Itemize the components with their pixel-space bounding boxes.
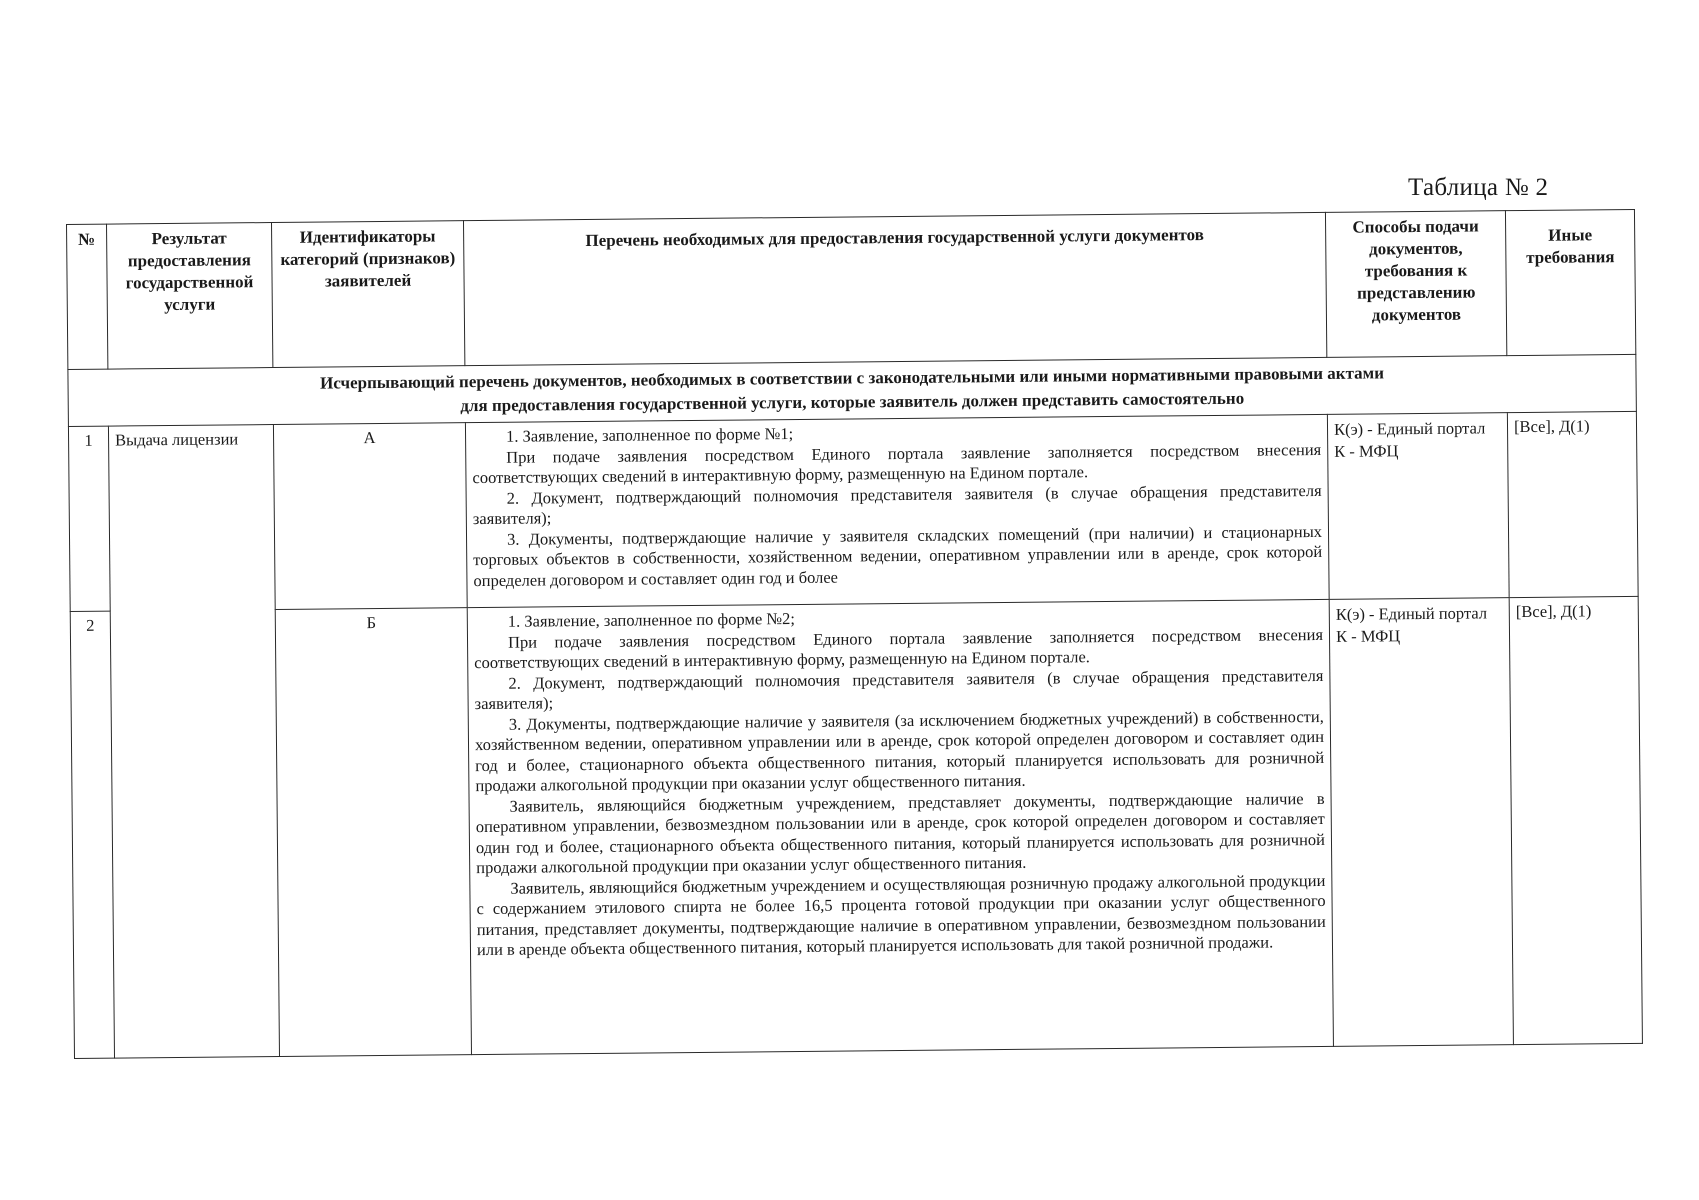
row-1-doc-item: 2. Документ, подтверждающий полномочия представителя заявителя (в случае обращения представителя заявителя); — [472, 480, 1322, 529]
row-1-methods — [1327, 413, 1509, 600]
row-2-doc-item: Заявитель, являющийся бюджетным учреждением и осуществляющая розничную продажу алкогольной продукции с содержанием этилового спирта не более 16,5 процента готовой продукции при оказании услуг общественного питания, представляет документы, подтверждающие наличие в оперативном управлении, безвозмездном пользовании или в аренде объекта общественного питания, который планируется использовать для такой розничной продажи. — [476, 870, 1326, 960]
row-1-other: [Все], Д(1) — [1507, 411, 1638, 597]
row-2-method-item: К(э) - Единый портал — [1335, 603, 1488, 624]
header-documents: Перечень необходимых для предоставления государственной услуги документов — [463, 212, 1326, 365]
row-1-category: А — [273, 423, 467, 610]
row-1-num: 1 — [68, 426, 110, 611]
row-1-result: Выдача лицензии — [108, 425, 279, 1059]
row-2-category: Б — [275, 608, 471, 1057]
section-heading-line-1: Исчерпывающий перечень документов, необходимых в соответствии с законодательными или иными нормативными правовыми актами — [319, 363, 1385, 393]
header-methods: Способы подачи документов, требования к представлению документов — [1325, 211, 1506, 358]
header-other: Иные требования — [1505, 209, 1635, 355]
row-1-doc-item: 3. Документы, подтверждающие наличие у заявителя складских помещений (при наличии) и стационарных торговых объектов в собственности, хозяйственном ведении, оперативном управлении или в аренде, срок которой определен договором и составляет один год и более — [473, 521, 1323, 590]
row-2-doc-item: 2. Документ, подтверждающий полномочия представителя заявителя (в случае обращения представителя заявителя); — [474, 665, 1324, 714]
row-2-methods — [1329, 598, 1513, 1047]
row-2-doc-item: 3. Документы, подтверждающие наличие у заявителя (за исключением бюджетных учреждений) в собственности, хозяйственном ведении, оперативном управлении или в аренде, срок которой определен договором и составляет один год и более, стационарного объекта общественного питания, который планируется использовать для розничной продажи алкогольной продукции при оказании услуг общественного питания. — [474, 706, 1325, 796]
document-sheet — [66, 209, 1642, 1059]
row-2-num: 2 — [70, 611, 114, 1058]
row-2-doc-item: 1. Заявление, заполненное по форме №2; — [507, 609, 796, 631]
row-2-method-item: К - МФЦ — [1335, 626, 1401, 646]
row-1-doc-item: При подаче заявления посредством Единого портала заявление заполняется посредством внесения соответствующих сведений в интерактивную форму, размещенную на Едином портале. — [472, 439, 1322, 488]
row-1-documents — [465, 414, 1329, 607]
row-2-doc-item: Заявитель, являющийся бюджетным учреждением, представляет документы, подтверждающие наличие в оперативном управлении, безвозмездном пользовании или в аренде, срок которой определен договором и составляет один год и более, стационарного объекта общественного питания, который планируется использовать для розничной продажи алкогольной продукции при оказании услуг общественного питания. — [475, 788, 1326, 878]
header-result: Результат предоставления государственной услуги — [107, 223, 273, 370]
row-2-documents — [467, 599, 1333, 1054]
row-1-doc-item: 1. Заявление, заполненное по форме №1; — [505, 424, 794, 446]
documents-table — [66, 209, 1643, 1059]
row-1-method-item: К - МФЦ — [1334, 441, 1399, 461]
header-category: Идентификаторы категорий (признаков) заявителей — [271, 221, 464, 368]
table-row-2 — [70, 596, 1642, 1058]
header-num: № — [67, 224, 108, 369]
section-heading-line-2: для предоставления государственной услуги, которые заявитель должен представить самостоятельно — [460, 388, 1245, 416]
row-2-doc-item: При подаче заявления посредством Единого портала заявление заполняется посредством внесения соответствующих сведений в интерактивную форму, размещенную на Едином портале. — [474, 624, 1324, 673]
row-1-method-item: К(э) - Единый портал — [1333, 418, 1486, 439]
table-header-row — [67, 209, 1636, 369]
table-row-1 — [68, 411, 1638, 611]
table-title: Таблица № 2 — [1408, 174, 1549, 201]
row-2-other: [Все], Д(1) — [1509, 596, 1642, 1044]
